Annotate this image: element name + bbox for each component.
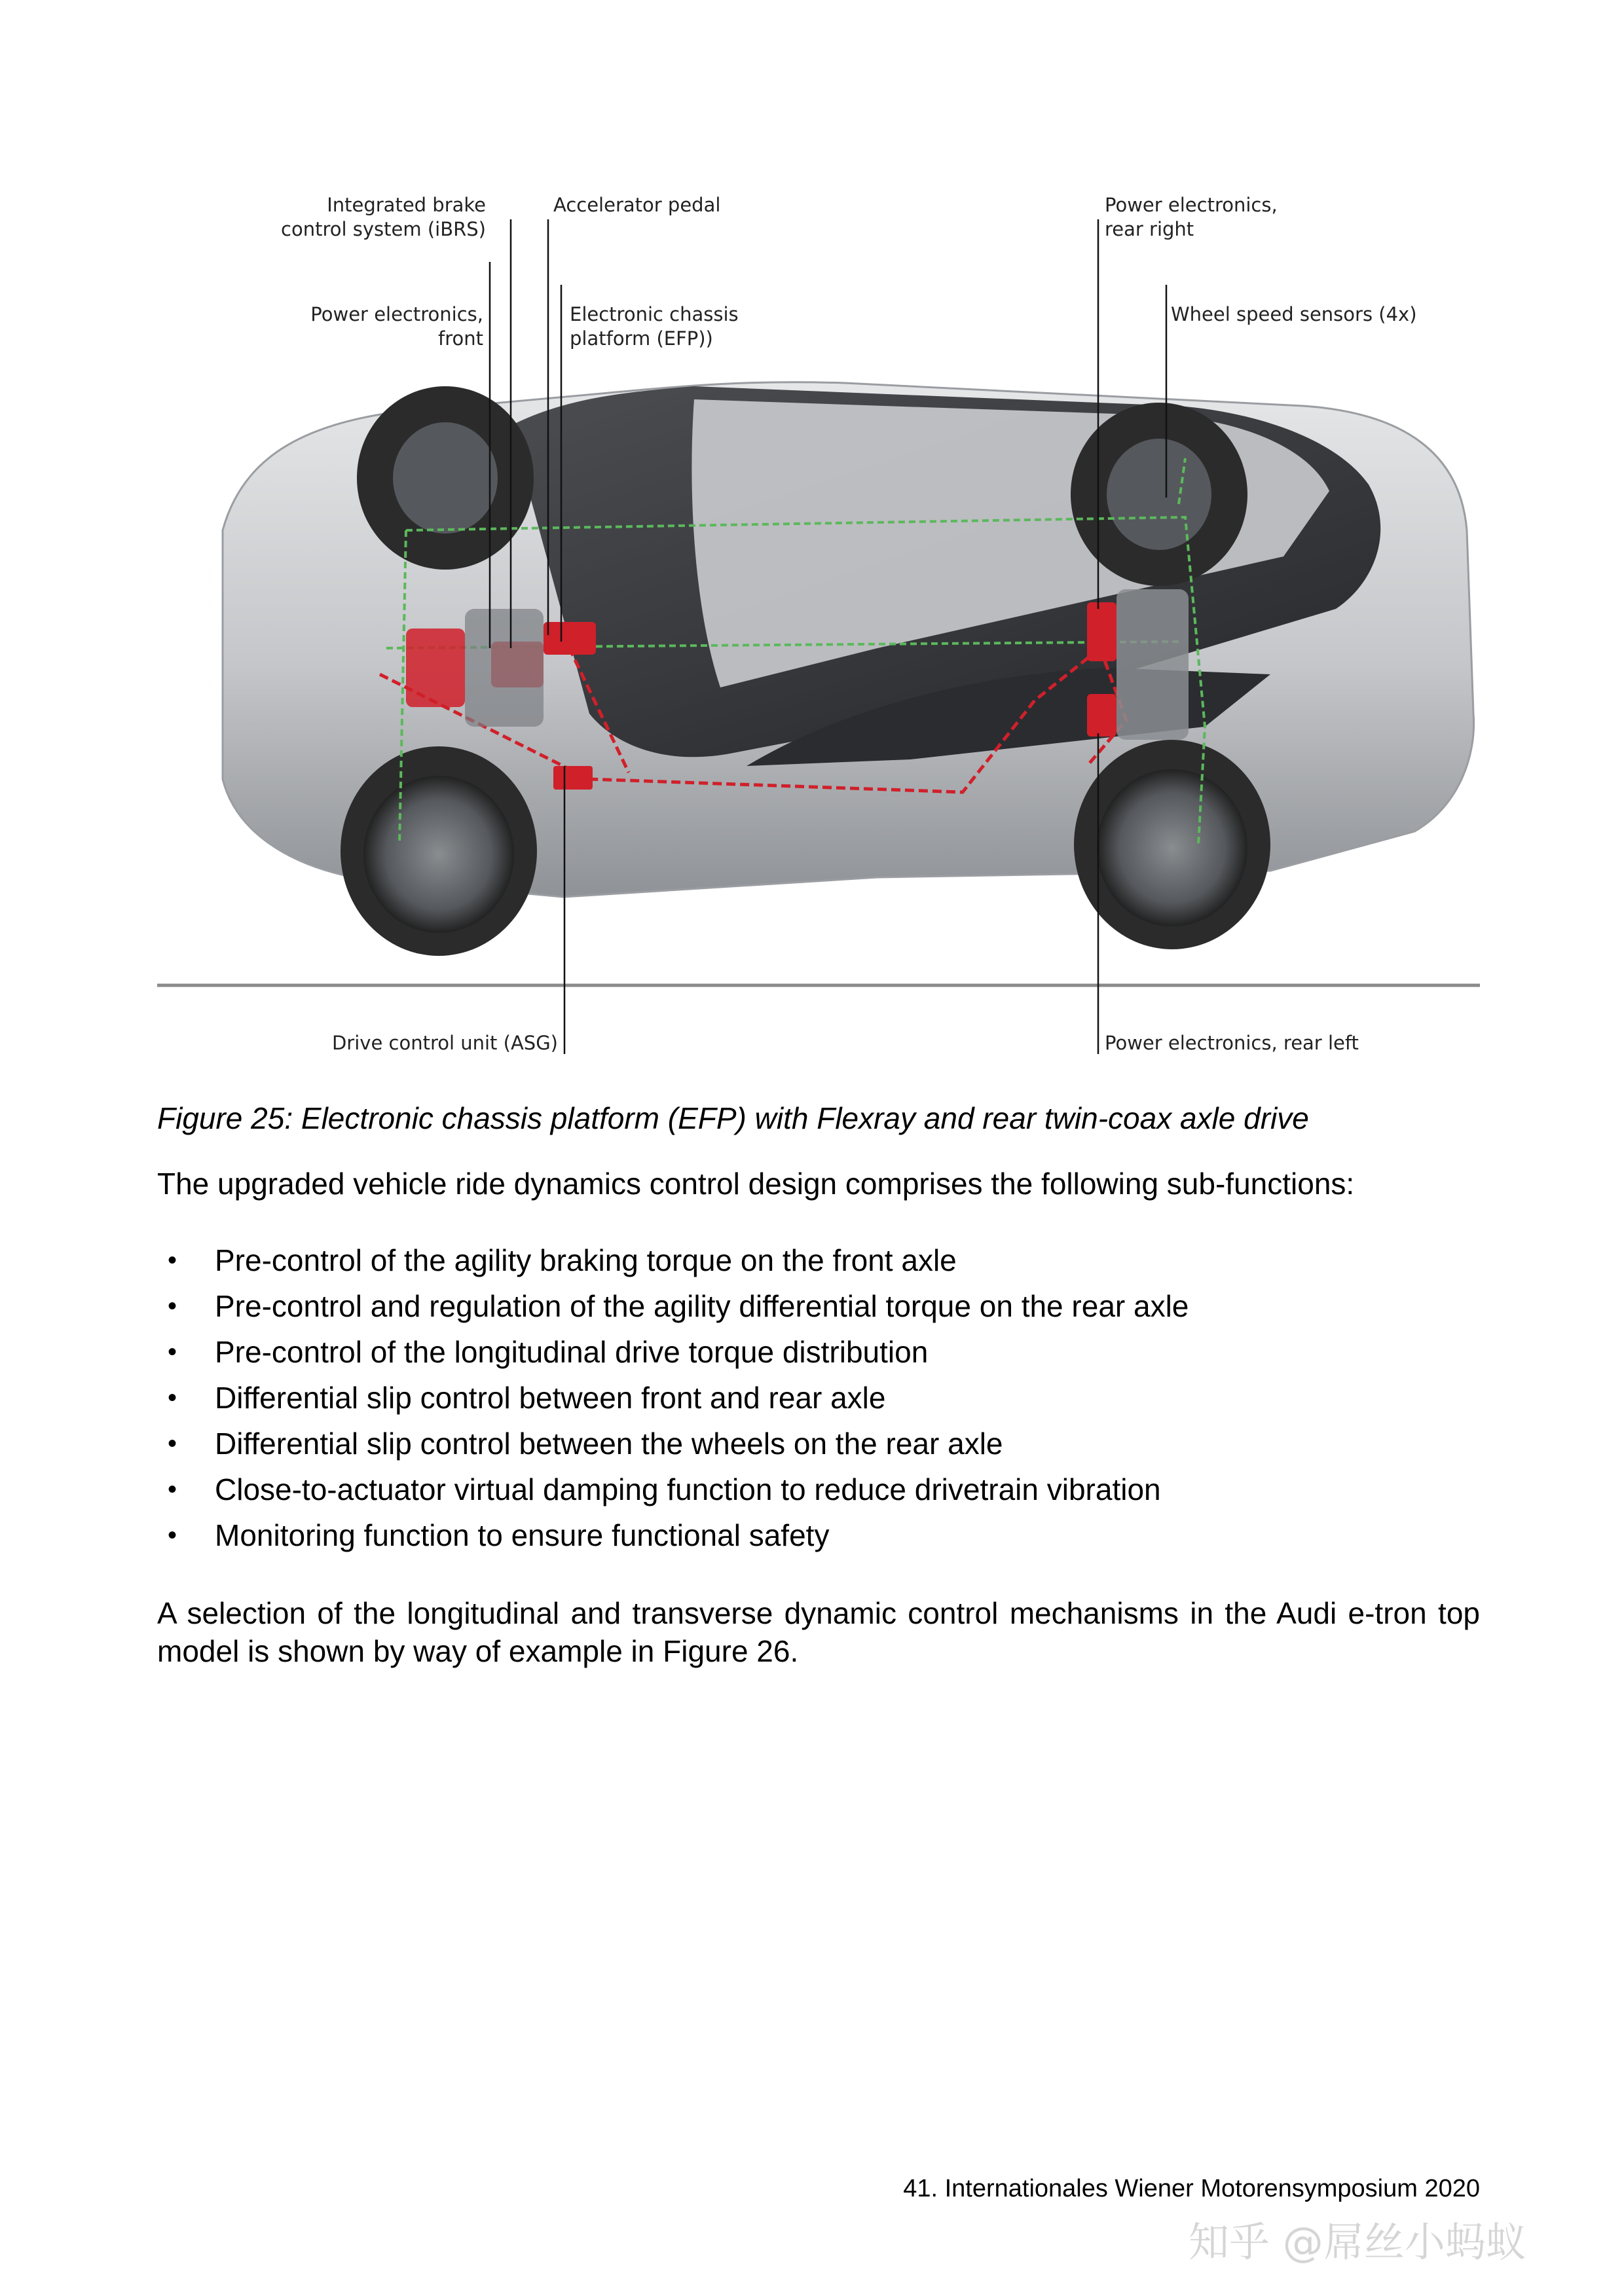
rear-axle-drive [1116, 589, 1189, 740]
wheel-front-right [357, 386, 534, 570]
list-item: • Pre-control and regulation of the agility differential torque on the rear axle [157, 1283, 1480, 1329]
intro-text: The upgraded vehicle ride dynamics control design comprises the following sub-functions: [157, 1167, 1355, 1201]
list-item: • Close-to-actuator virtual damping function to reduce drivetrain vibration [157, 1467, 1480, 1512]
efp-unit [544, 622, 596, 655]
label-power-electronics-rear-right: Power electronics, rear right [1105, 194, 1278, 240]
page-footer: 41. Internationales Wiener Motorensymposium 2020 [903, 2175, 1480, 2202]
label-ibrs: Integrated brake control system (iBRS) [281, 194, 486, 240]
list-item: • Monitoring function to ensure functional safety [157, 1512, 1480, 1558]
body-paragraph: A selection of the longitudinal and transverse dynamic control mechanisms in the Audi e-tron top model is shown by way of example in Figure 26. [157, 1596, 1480, 1668]
figure-25 [157, 190, 1480, 1080]
label-power-electronics-rear-left: Power electronics, rear left [1105, 1032, 1359, 1054]
list-item: • Pre-control of the agility braking torque on the front axle [157, 1237, 1480, 1283]
power-electronics-rear-left [1087, 694, 1116, 737]
label-accelerator-pedal: Accelerator pedal [553, 194, 721, 216]
label-power-electronics-front: Power electronics, front [310, 303, 483, 350]
label-wheel-speed-sensors: Wheel speed sensors (4x) [1171, 303, 1417, 325]
figure-caption: Figure 25: Electronic chassis platform (EFP) with Flexray and rear twin-coax axle drive [157, 1101, 1309, 1135]
watermark: 知乎 @屌丝小蚂蚁 [1189, 2218, 1526, 2266]
wheel-rear-left [1074, 740, 1270, 949]
list-item: • Differential slip control between the wheels on the rear axle [157, 1421, 1480, 1467]
front-axle-drive [465, 609, 544, 727]
wheel-front-left [341, 746, 537, 956]
list-item: • Pre-control of the longitudinal drive torque distribution [157, 1329, 1480, 1375]
asg-unit [553, 766, 593, 790]
label-efp: Electronic chassis platform (EFP)) [570, 303, 739, 350]
power-electronics-front [406, 629, 465, 707]
sub-function-list [157, 1237, 1480, 1558]
power-electronics-rear-right [1087, 602, 1116, 661]
list-item: • Differential slip control between front and rear axle [157, 1375, 1480, 1421]
label-drive-control-unit: Drive control unit (ASG) [331, 1032, 558, 1054]
wheel-rear-right [1071, 403, 1247, 586]
